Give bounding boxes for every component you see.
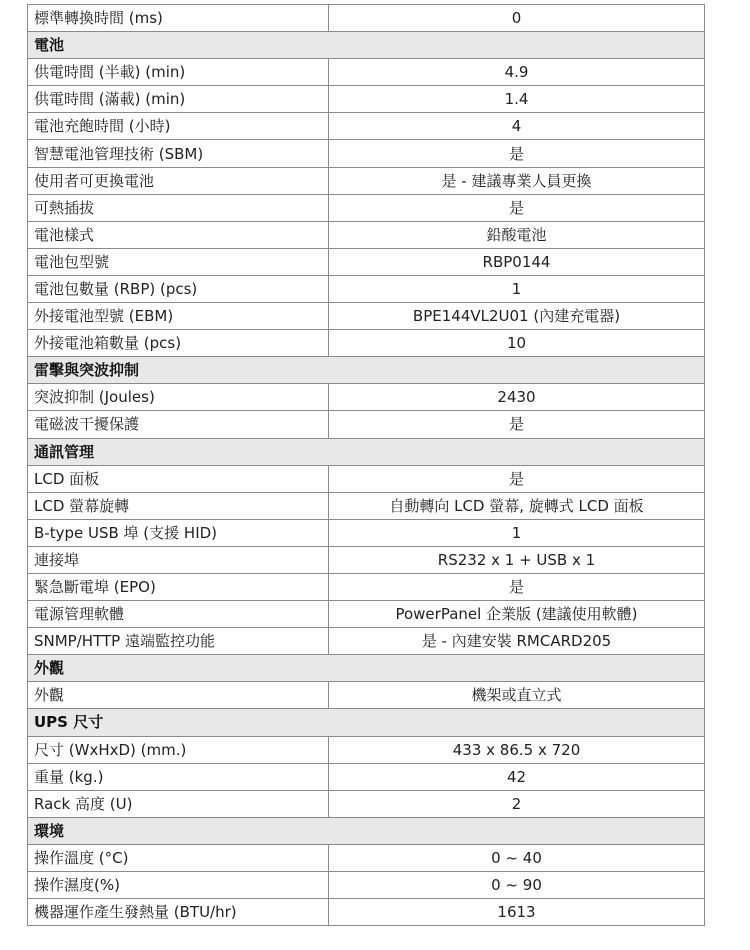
- spec-label: 重量 (kg.): [28, 763, 329, 790]
- section-title: 環境: [28, 817, 705, 844]
- spec-row: [28, 86, 705, 113]
- spec-value: 2430: [329, 384, 705, 411]
- spec-label: 電池充飽時間 (小時): [28, 113, 329, 140]
- section-header-row: [28, 655, 705, 682]
- section-header-row: [28, 817, 705, 844]
- spec-label: B-type USB 埠 (支援 HID): [28, 519, 329, 546]
- spec-row: [28, 5, 705, 32]
- spec-row: [28, 682, 705, 709]
- spec-label: 使用者可更換電池: [28, 167, 329, 194]
- spec-row: [28, 844, 705, 871]
- spec-label: 外接電池型號 (EBM): [28, 303, 329, 330]
- spec-value: PowerPanel 企業版 (建議使用軟體): [329, 601, 705, 628]
- spec-value: 433 x 86.5 x 720: [329, 736, 705, 763]
- spec-label: 操作濕度(%): [28, 872, 329, 899]
- spec-label: 操作溫度 (°C): [28, 844, 329, 871]
- spec-value: 42: [329, 763, 705, 790]
- spec-value: 是 - 建議專業人員更換: [329, 167, 705, 194]
- spec-value: 鉛酸電池: [329, 221, 705, 248]
- spec-label: LCD 螢幕旋轉: [28, 492, 329, 519]
- spec-label: 外接電池箱數量 (pcs): [28, 330, 329, 357]
- spec-value: 1: [329, 519, 705, 546]
- spec-value: 1613: [329, 899, 705, 926]
- section-header-row: [28, 438, 705, 465]
- spec-label: 可熱插拔: [28, 194, 329, 221]
- spec-row: [28, 330, 705, 357]
- spec-row: [28, 519, 705, 546]
- section-title: UPS 尺寸: [28, 709, 705, 736]
- spec-label: Rack 高度 (U): [28, 790, 329, 817]
- spec-value: 4.9: [329, 59, 705, 86]
- spec-value: RS232 x 1 + USB x 1: [329, 546, 705, 573]
- spec-row: [28, 872, 705, 899]
- spec-row: [28, 167, 705, 194]
- spec-value: 自動轉向 LCD 螢幕, 旋轉式 LCD 面板: [329, 492, 705, 519]
- spec-value: 1.4: [329, 86, 705, 113]
- spec-value: 4: [329, 113, 705, 140]
- spec-label: 供電時間 (滿載) (min): [28, 86, 329, 113]
- spec-label: 標準轉換時間 (ms): [28, 5, 329, 32]
- spec-row: [28, 113, 705, 140]
- spec-row: [28, 303, 705, 330]
- spec-row: [28, 221, 705, 248]
- spec-row: [28, 763, 705, 790]
- spec-label: 電池包型號: [28, 248, 329, 275]
- spec-row: [28, 248, 705, 275]
- section-title: 外觀: [28, 655, 705, 682]
- spec-row: [28, 573, 705, 600]
- spec-label: 電源管理軟體: [28, 601, 329, 628]
- spec-label: 尺寸 (WxHxD) (mm.): [28, 736, 329, 763]
- spec-label: 電池樣式: [28, 221, 329, 248]
- section-header-row: [28, 32, 705, 59]
- spec-label: 外觀: [28, 682, 329, 709]
- spec-label: 電池包數量 (RBP) (pcs): [28, 275, 329, 302]
- spec-row: [28, 628, 705, 655]
- spec-label: 智慧電池管理技術 (SBM): [28, 140, 329, 167]
- section-title: 電池: [28, 32, 705, 59]
- spec-row: [28, 465, 705, 492]
- spec-value: 是: [329, 140, 705, 167]
- spec-row: [28, 411, 705, 438]
- spec-row: [28, 736, 705, 763]
- spec-label: 電磁波干擾保護: [28, 411, 329, 438]
- section-title: 通訊管理: [28, 438, 705, 465]
- spec-value: RBP0144: [329, 248, 705, 275]
- spec-label: LCD 面板: [28, 465, 329, 492]
- spec-value: 10: [329, 330, 705, 357]
- spec-table-body: [28, 5, 705, 926]
- spec-row: [28, 275, 705, 302]
- spec-label: 緊急斷電埠 (EPO): [28, 573, 329, 600]
- spec-value: 是: [329, 194, 705, 221]
- spec-label: SNMP/HTTP 遠端監控功能: [28, 628, 329, 655]
- spec-value: 是: [329, 411, 705, 438]
- spec-row: [28, 59, 705, 86]
- spec-label: 連接埠: [28, 546, 329, 573]
- section-header-row: [28, 709, 705, 736]
- section-header-row: [28, 357, 705, 384]
- spec-label: 機器運作產生發熱量 (BTU/hr): [28, 899, 329, 926]
- spec-value: 0: [329, 5, 705, 32]
- spec-row: [28, 546, 705, 573]
- spec-row: [28, 790, 705, 817]
- spec-label: 供電時間 (半載) (min): [28, 59, 329, 86]
- spec-value: 0 ~ 90: [329, 872, 705, 899]
- spec-row: [28, 899, 705, 926]
- spec-value: 是 - 內建安裝 RMCARD205: [329, 628, 705, 655]
- spec-row: [28, 492, 705, 519]
- spec-value: 是: [329, 573, 705, 600]
- spec-table: [27, 4, 705, 926]
- spec-value: 是: [329, 465, 705, 492]
- spec-row: [28, 140, 705, 167]
- spec-value: BPE144VL2U01 (內建充電器): [329, 303, 705, 330]
- spec-value: 機架或直立式: [329, 682, 705, 709]
- spec-row: [28, 384, 705, 411]
- spec-row: [28, 194, 705, 221]
- section-title: 雷擊與突波抑制: [28, 357, 705, 384]
- spec-value: 1: [329, 275, 705, 302]
- spec-value: 0 ~ 40: [329, 844, 705, 871]
- spec-value: 2: [329, 790, 705, 817]
- spec-label: 突波抑制 (Joules): [28, 384, 329, 411]
- spec-row: [28, 601, 705, 628]
